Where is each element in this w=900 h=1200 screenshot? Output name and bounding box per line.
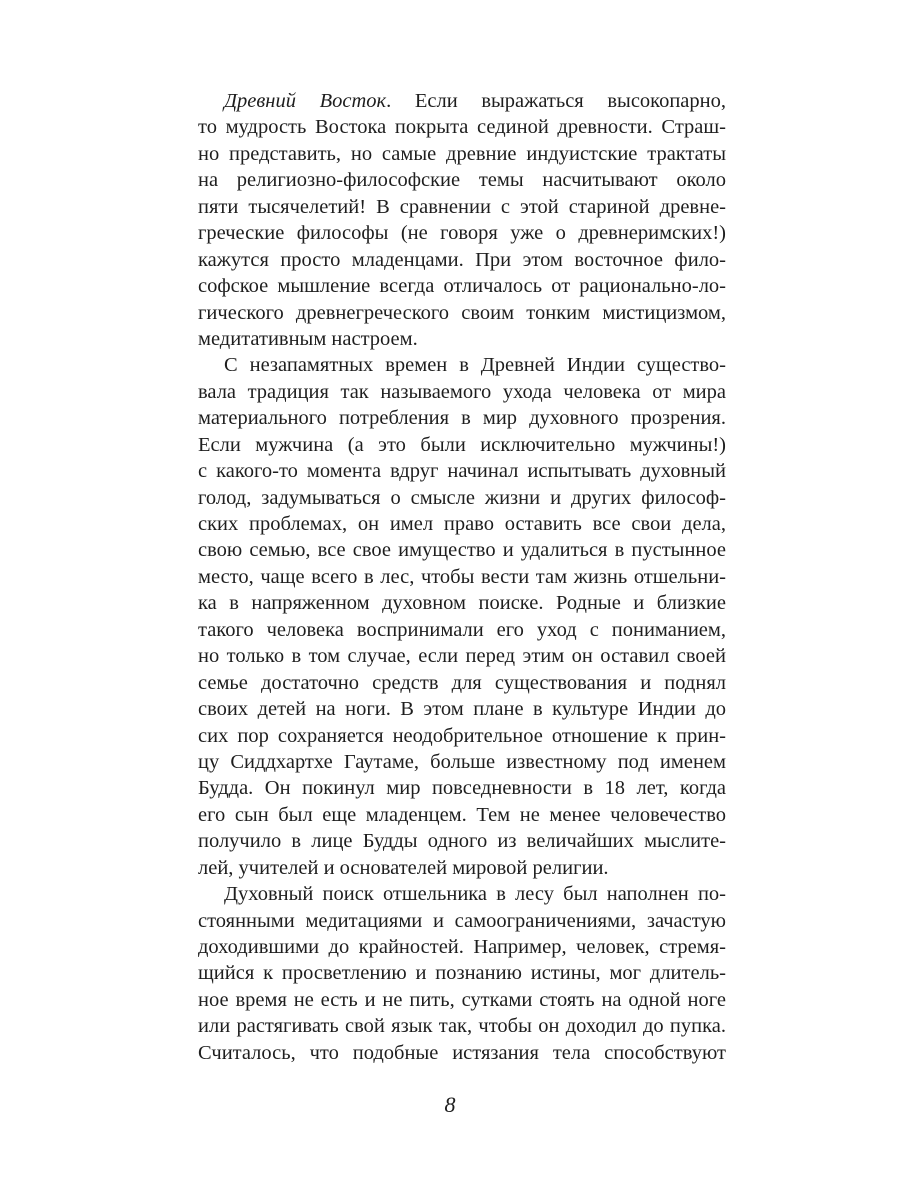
paragraph-1 (198, 88, 726, 352)
text-line: доходившими до крайностей. Например, человек, стремя- (198, 936, 726, 958)
text-line: получило в лице Будды одного из величайших мыслите- (198, 830, 726, 853)
text-line: или растягивать свой язык так, чтобы он доходил до пупка. (198, 1015, 726, 1038)
text-line: С незапамятных времен в Древней Индии существо- (224, 354, 726, 377)
body-text (198, 88, 726, 1066)
text-line: Духовный поиск отшельника в лесу был наполнен по- (224, 883, 726, 906)
text-line: но представить, но самые древние индуистские трактаты (198, 142, 726, 165)
text-line: цу Сиддхартхе Гаутаме, больше известному под именем (198, 750, 726, 773)
text-line: ка в напряженном духовном поиске. Родные и близкие (198, 592, 726, 615)
text-line: такого человека воспринимали его уход с пониманием, (198, 618, 726, 641)
text-line: медитативным настроем. (198, 327, 418, 350)
text-line: то мудрость Востока покрыта сединой древности. Страш- (198, 116, 726, 139)
text-line: его сын был еще младенцем. Тем не менее человечество (198, 803, 726, 826)
text-line: греческие философы (не говоря уже о древнеримских!) (198, 222, 726, 245)
text-line: ских проблемах, он имел право оставить все свои дела, (198, 513, 726, 535)
text-line: на религиозно-философские темы насчитывают около (198, 169, 726, 192)
text-line: своих детей на ноги. В этом плане в культуре Индии до (198, 698, 726, 721)
text-line: место, чаще всего в лес, чтобы вести там жизнь отшельни- (198, 565, 726, 588)
text-line: кажутся просто младенцами. При этом восточное фило- (198, 248, 726, 271)
text-line: голод, задумываться о смысле жизни и других философ- (198, 486, 726, 509)
text-line: Если мужчина (а это были исключительно мужчины!) (198, 433, 726, 456)
text-line: семье достаточно средств для существования и поднял (198, 671, 726, 694)
text-line: вала традиция так называемого ухода человека от мира (198, 380, 726, 403)
text-line: пяти тысячелетий! В сравнении с этой стариной древне- (198, 195, 726, 218)
text-line: Считалось, что подобные истязания тела способствуют (198, 1041, 726, 1064)
paragraph-2 (198, 352, 726, 881)
text-line: ное время не есть и не пить, сутками стоять на одной ноге (198, 988, 726, 1011)
text-line: гического древнегреческого своим тонким мистицизмом, (198, 301, 726, 324)
text-line: софское мышление всегда отличалось от рационально-ло- (198, 275, 726, 298)
text-line: сих пор сохраняется неодобрительное отношение к прин- (198, 724, 726, 747)
page-number: 8 (444, 1092, 456, 1117)
text-line: стоянными медитациями и самоограничениями, зачастую (198, 909, 726, 932)
paragraph-3 (198, 881, 726, 1066)
text-line: Древний Восток. Если выражаться высокопарно, (224, 90, 726, 112)
text-line: лей, учителей и основателей мировой религии. (198, 856, 609, 879)
section-heading-italic: Древний Восток (224, 90, 387, 112)
text-line: Будда. Он покинул мир повседневности в 18 лет, когда (198, 777, 726, 800)
text-line: щийся к просветлению и познанию истины, мог длитель- (198, 962, 726, 985)
text-line: материального потребления в мир духовного прозрения. (198, 407, 726, 430)
text-line: но только в том случае, если перед этим он оставил своей (198, 645, 726, 668)
text-line: свою семью, все свое имущество и удалиться в пустынное (198, 539, 726, 562)
text-line: с какого-то момента вдруг начинал испытывать духовный (198, 460, 726, 483)
